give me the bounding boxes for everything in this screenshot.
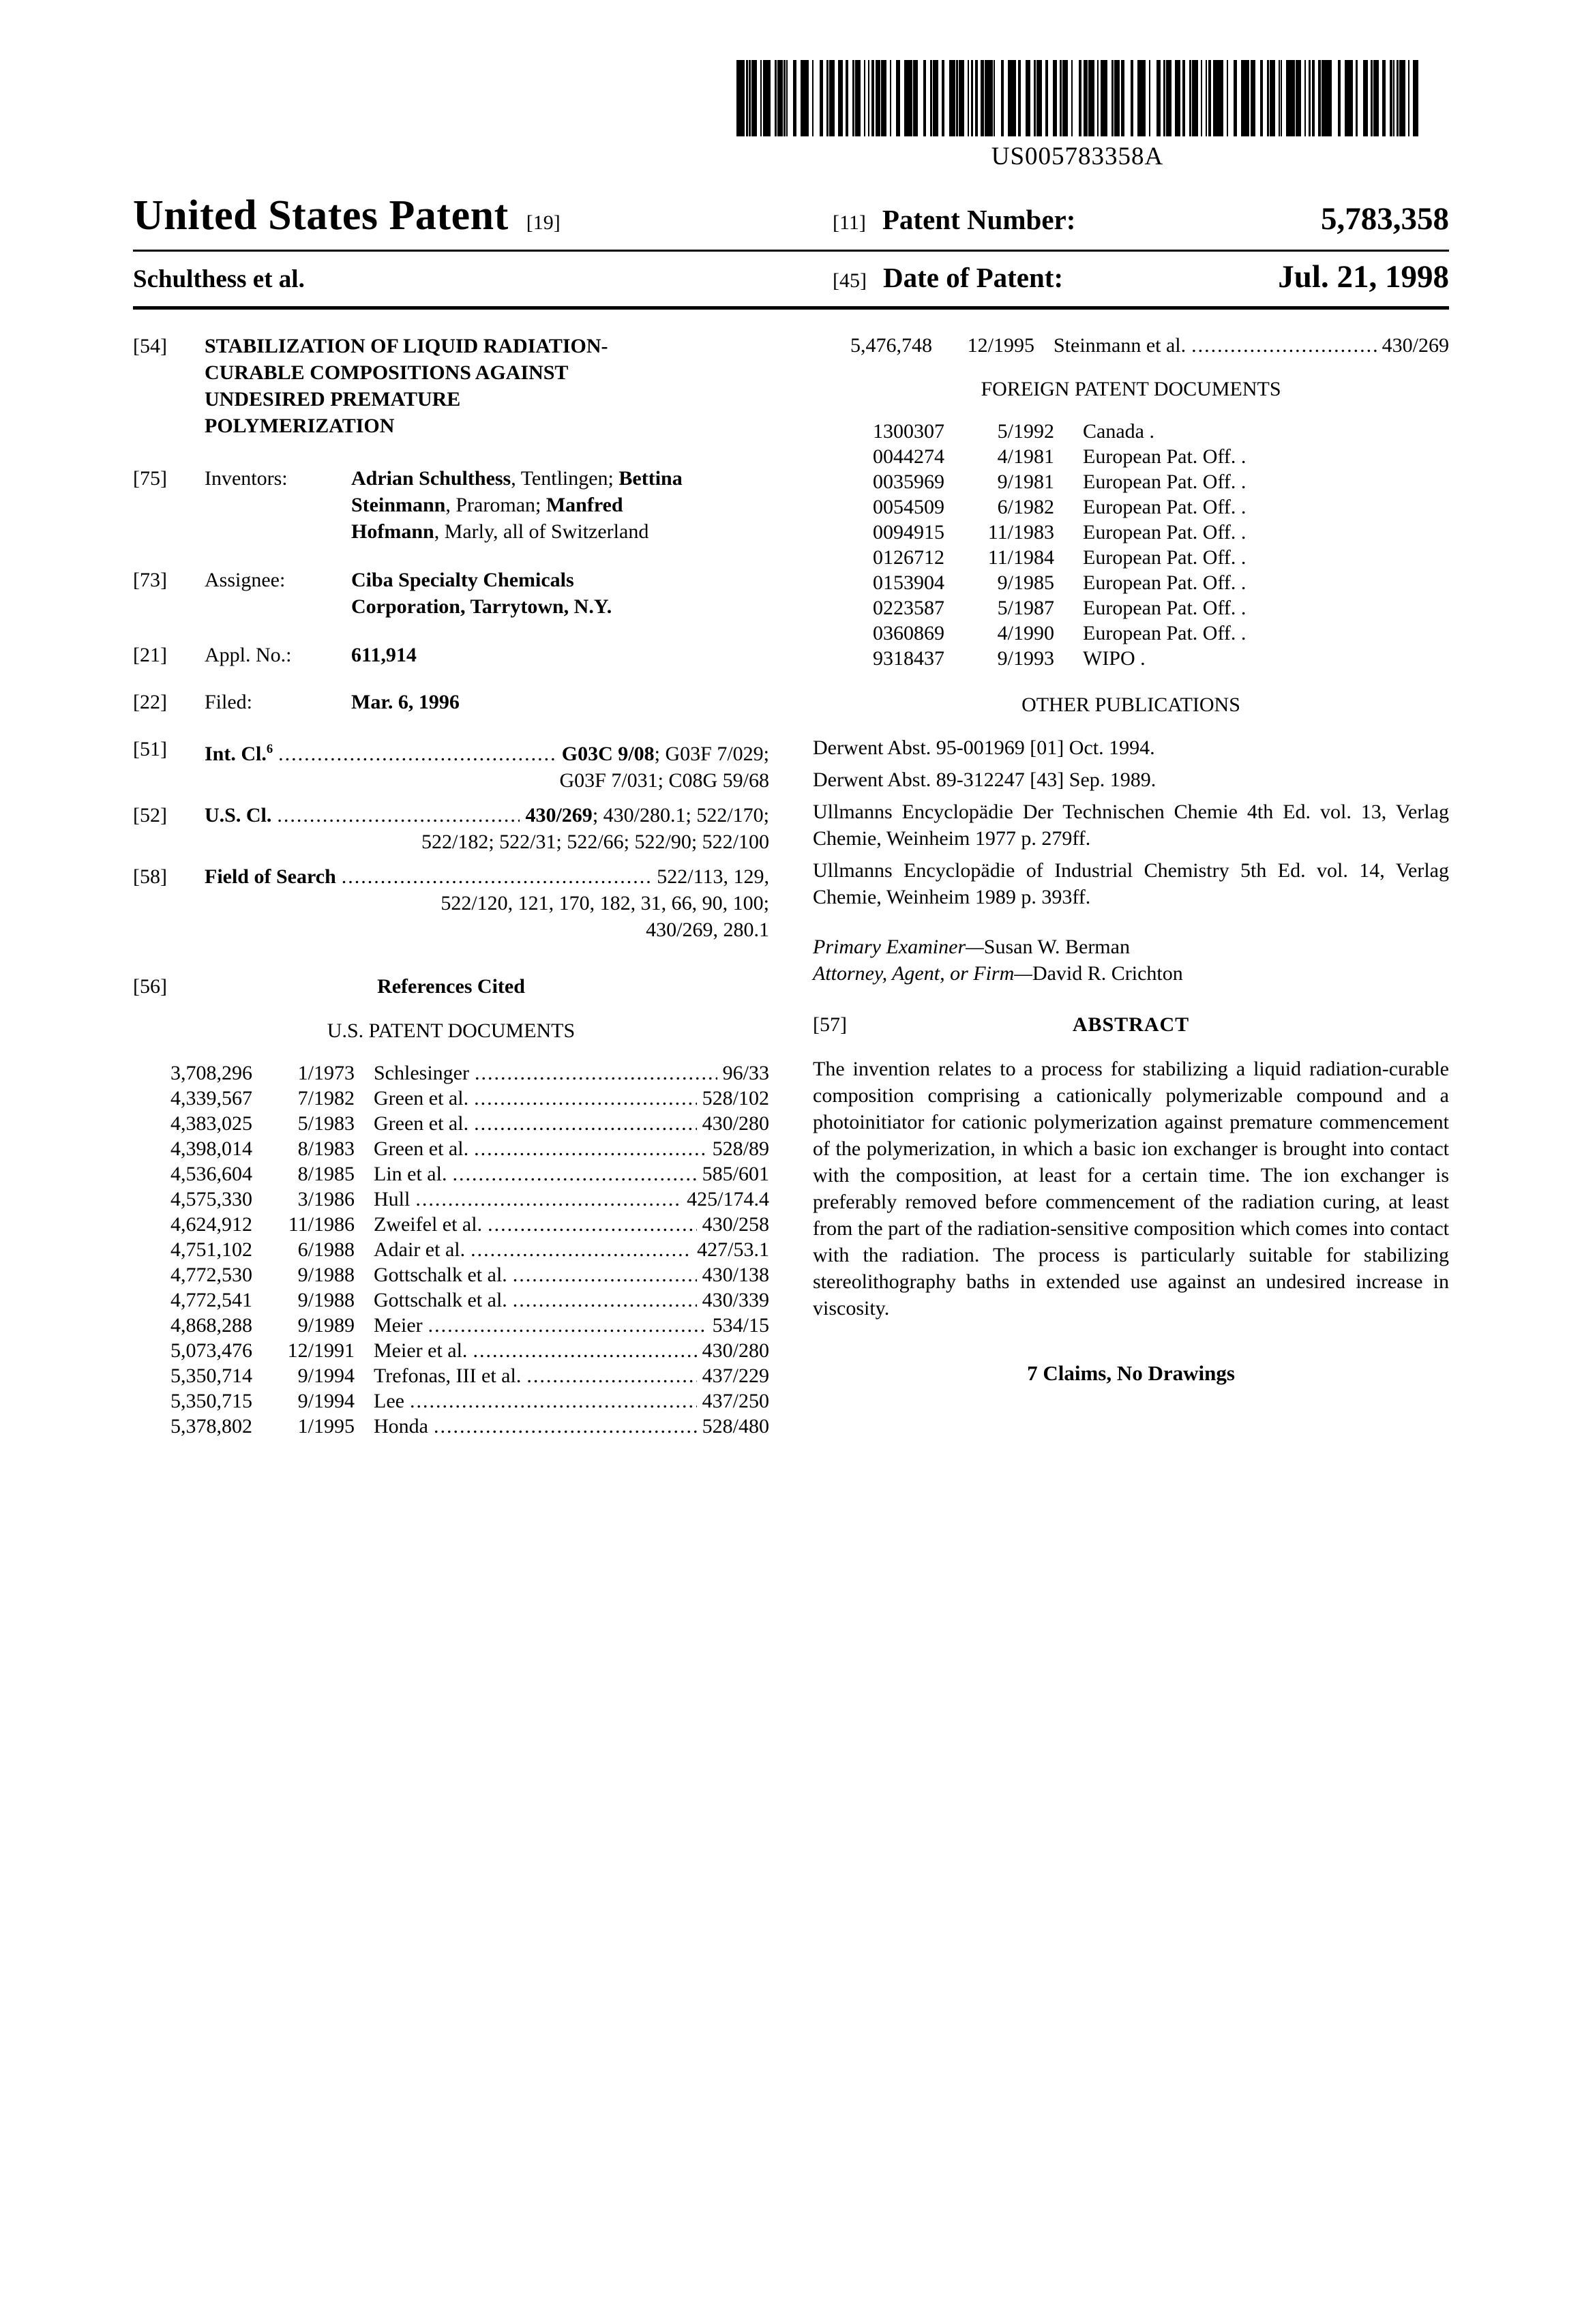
citation-name: Zweifel et al. xyxy=(374,1213,483,1236)
foreign-date: 9/1993 xyxy=(997,647,1054,670)
publication-item: Ullmanns Encyclopädie Der Technischen Chemie 4th Ed. vol. 13, Verlag Chemie, Weinheim 1977 p. 279ff. xyxy=(813,801,1449,850)
kind-code-tag: [19] xyxy=(526,211,561,234)
dot-leader xyxy=(513,1287,697,1313)
us-patent-citation xyxy=(133,1287,769,1313)
citation-date: 9/1988 xyxy=(297,1264,355,1286)
foreign-number: 0360869 xyxy=(873,622,944,644)
citation-number: 4,772,541 xyxy=(170,1289,252,1311)
citation-class: 430/269 xyxy=(1382,334,1449,357)
foreign-date: 5/1992 xyxy=(997,420,1054,443)
attorney-name: David R. Crichton xyxy=(1032,962,1183,985)
citation-name: Trefonas, III et al. xyxy=(374,1365,522,1387)
invention-title-line: UNDESIRED PREMATURE xyxy=(205,388,461,411)
citation-class: 430/258 xyxy=(702,1213,769,1236)
citation-class: 437/250 xyxy=(702,1390,769,1412)
citation-class: 528/102 xyxy=(702,1087,769,1109)
foreign-date: 9/1981 xyxy=(997,471,1054,493)
citation-number: 4,339,567 xyxy=(170,1087,252,1109)
int-cl-label: Int. Cl.$^6$ xyxy=(205,742,273,765)
dot-leader xyxy=(342,863,652,890)
foreign-patent-documents-heading: FOREIGN PATENT DOCUMENTS xyxy=(981,378,1281,400)
invention-title xyxy=(205,333,608,439)
inventors-line: Hofmann, Marly, all of Switzerland xyxy=(351,520,649,543)
int-cl-first-line xyxy=(205,736,769,767)
foreign-citation xyxy=(813,419,1449,444)
references-cited-heading xyxy=(133,973,769,1000)
foreign-country: European Pat. Off. . xyxy=(1083,597,1247,619)
us-patent-citation xyxy=(133,1363,769,1388)
us-cl-first-line xyxy=(205,802,769,829)
page-title: United States Patent xyxy=(133,192,509,239)
us-cl-value: 430/269; 430/280.1; 522/170; xyxy=(525,804,769,826)
dot-leader xyxy=(428,1313,707,1338)
foreign-date: 9/1985 xyxy=(997,571,1054,594)
citation-date: 9/1994 xyxy=(297,1390,355,1412)
citation-number: 5,476,748 xyxy=(850,334,932,357)
citation-date: 5/1983 xyxy=(297,1112,355,1135)
field-of-search-body xyxy=(205,863,769,943)
citation-name: Gottschalk et al. xyxy=(374,1264,507,1286)
citation-number: 5,350,714 xyxy=(170,1365,252,1387)
foreign-citation xyxy=(813,646,1449,671)
us-patent-citation xyxy=(133,1161,769,1187)
foreign-date: 5/1987 xyxy=(997,597,1054,619)
foreign-country: European Pat. Off. . xyxy=(1083,471,1247,493)
foreign-date: 6/1982 xyxy=(997,496,1054,518)
dot-leader xyxy=(278,741,556,767)
appl-no-label: Appl. No.: xyxy=(205,644,292,666)
date-tag: [45] xyxy=(833,269,867,292)
dot-leader xyxy=(471,1237,691,1262)
right-column xyxy=(813,333,1449,1439)
foreign-number: 0223587 xyxy=(873,597,944,619)
citation-name: Gottschalk et al. xyxy=(374,1289,507,1311)
int-cl-section xyxy=(133,736,769,794)
citation-number: 4,398,014 xyxy=(170,1137,252,1160)
foreign-country: Canada . xyxy=(1083,420,1154,443)
citation-number: 4,536,604 xyxy=(170,1163,252,1185)
field-of-search-label: Field of Search xyxy=(205,865,336,888)
int-cl-value: G03C 9/08; G03F 7/029; xyxy=(561,743,769,765)
examiner-block xyxy=(813,934,1449,987)
foreign-citation xyxy=(813,570,1449,595)
invention-title-line: STABILIZATION OF LIQUID RADIATION- xyxy=(205,335,608,357)
foreign-citation xyxy=(813,595,1449,621)
citation-date: 8/1983 xyxy=(297,1137,355,1160)
us-patent-citation xyxy=(133,1262,769,1287)
us-cl-section xyxy=(133,802,769,855)
field-of-search-value: 522/113, 129, xyxy=(657,865,769,888)
citation-date: 12/1991 xyxy=(287,1339,355,1362)
publication-item: Ullmanns Encyclopädie of Industrial Chemistry 5th Ed. vol. 14, Verlag Chemie, Weinheim 1989 p. 393ff. xyxy=(813,859,1449,908)
dot-leader xyxy=(474,1111,697,1136)
us-patent-citation xyxy=(133,1414,769,1439)
field-tag-54: [54] xyxy=(133,335,167,357)
citation-name: Green et al. xyxy=(374,1112,469,1135)
publication-item: Derwent Abst. 95-001969 [01] Oct. 1994. xyxy=(813,736,1155,759)
inventors-line: Adrian Schulthess, Tentlingen; Bettina xyxy=(351,467,683,490)
foreign-citation xyxy=(813,494,1449,520)
claims-drawings-note: 7 Claims, No Drawings xyxy=(1027,1361,1235,1385)
primary-examiner-line xyxy=(813,934,1449,960)
citation-number: 5,378,802 xyxy=(170,1415,252,1437)
foreign-date: 4/1981 xyxy=(997,445,1054,468)
field-of-search-section xyxy=(133,863,769,943)
citation-class: 430/280 xyxy=(702,1339,769,1362)
patent-number-label: Patent Number: xyxy=(882,204,1076,235)
attorney-label: Attorney, Agent, or Firm— xyxy=(813,962,1032,985)
us-cl-body xyxy=(205,802,769,855)
foreign-date: 11/1983 xyxy=(987,521,1054,543)
us-patent-citation xyxy=(133,1212,769,1237)
dot-leader xyxy=(513,1262,697,1287)
foreign-country: European Pat. Off. . xyxy=(1083,445,1247,468)
foreign-number: 0054509 xyxy=(873,496,944,518)
citation-name: Honda xyxy=(374,1415,428,1437)
header xyxy=(133,192,1449,310)
citation-date: 7/1982 xyxy=(297,1087,355,1109)
field-of-search-line: 430/269, 280.1 xyxy=(646,919,769,941)
us-patent-documents-heading: U.S. PATENT DOCUMENTS xyxy=(327,1019,576,1042)
citation-name: Steinmann et al. xyxy=(1054,334,1186,357)
left-column xyxy=(133,333,769,1439)
dot-leader xyxy=(488,1212,697,1237)
int-cl-body xyxy=(205,736,769,794)
dot-leader xyxy=(473,1338,696,1363)
references-cited-title: References Cited xyxy=(377,975,525,998)
citation-date: 8/1985 xyxy=(297,1163,355,1185)
citation-name: Schlesinger xyxy=(374,1062,469,1084)
citation-name: Lin et al. xyxy=(374,1163,447,1185)
citation-number: 5,350,715 xyxy=(170,1390,252,1412)
patent-masthead xyxy=(133,192,570,240)
primary-examiner-name: Susan W. Berman xyxy=(983,936,1130,958)
foreign-number: 1300307 xyxy=(873,420,944,443)
citation-number: 4,383,025 xyxy=(170,1112,252,1135)
foreign-citation xyxy=(813,469,1449,494)
citation-date: 9/1988 xyxy=(297,1289,355,1311)
dot-leader xyxy=(410,1388,697,1414)
dot-leader xyxy=(474,1136,707,1161)
filed-label: Filed: xyxy=(205,691,253,713)
assignee-label: Assignee: xyxy=(205,569,286,591)
citation-number: 3,708,296 xyxy=(170,1062,252,1084)
citation-number: 4,751,102 xyxy=(170,1238,252,1261)
citation-class: 528/89 xyxy=(712,1137,769,1160)
invention-title-line: POLYMERIZATION xyxy=(205,415,395,437)
foreign-date: 11/1984 xyxy=(987,546,1054,569)
foreign-country: European Pat. Off. . xyxy=(1083,521,1247,543)
abstract-heading xyxy=(813,1011,1449,1038)
citation-date: 9/1989 xyxy=(297,1314,355,1337)
citation-class: 430/280 xyxy=(702,1112,769,1135)
field-tag-56: [56] xyxy=(133,975,167,998)
us-patent-citation xyxy=(813,333,1449,358)
field-tag-51: [51] xyxy=(133,738,167,760)
citation-class: 430/138 xyxy=(702,1264,769,1286)
assignee-line: Ciba Specialty Chemicals xyxy=(351,569,574,591)
field-tag-52: [52] xyxy=(133,804,167,826)
dot-leader xyxy=(415,1187,681,1212)
foreign-country: European Pat. Off. . xyxy=(1083,622,1247,644)
dot-leader xyxy=(474,1086,697,1111)
other-publications-heading: OTHER PUBLICATIONS xyxy=(1021,694,1240,716)
assignee-text xyxy=(351,567,769,620)
citation-class: 425/174.4 xyxy=(687,1188,769,1210)
barcode xyxy=(736,60,1418,171)
foreign-number: 0044274 xyxy=(873,445,944,468)
filed-date-section xyxy=(133,689,769,715)
date-label: Date of Patent: xyxy=(882,262,1064,293)
other-publications-list xyxy=(813,734,1449,910)
citation-name: Hull xyxy=(374,1188,411,1210)
us-patent-citation xyxy=(133,1060,769,1086)
dot-leader xyxy=(1191,333,1377,358)
barcode-number: US005783358A xyxy=(991,143,1164,170)
field-tag-57: [57] xyxy=(813,1013,847,1036)
citation-date: 1/1973 xyxy=(297,1062,355,1084)
citation-date: 9/1994 xyxy=(297,1365,355,1387)
citation-date: 1/1995 xyxy=(297,1415,355,1437)
header-divider-thin xyxy=(133,250,1449,252)
foreign-number: 0094915 xyxy=(873,521,944,543)
citation-number: 4,868,288 xyxy=(170,1314,252,1337)
field-tag-75: [75] xyxy=(133,467,167,490)
patent-number-tag: [11] xyxy=(833,211,866,234)
int-cl-line: G03F 7/031; C08G 59/68 xyxy=(559,769,769,792)
filed-value: Mar. 6, 1996 xyxy=(351,691,460,713)
foreign-citation xyxy=(813,621,1449,646)
inventors-line: Steinmann, Praroman; Manfred xyxy=(351,494,623,516)
citation-class: 430/339 xyxy=(702,1289,769,1311)
field-of-search-first-line xyxy=(205,863,769,890)
citation-date: 6/1988 xyxy=(297,1238,355,1261)
us-patent-citation xyxy=(133,1388,769,1414)
date-value: Jul. 21, 1998 xyxy=(1278,259,1449,295)
citation-class: 585/601 xyxy=(702,1163,769,1185)
bibliographic-body xyxy=(133,333,1449,1439)
foreign-patent-list xyxy=(813,419,1449,671)
foreign-citation xyxy=(813,520,1449,545)
citation-number: 5,073,476 xyxy=(170,1339,252,1362)
citation-class: 534/15 xyxy=(712,1314,769,1337)
publication-item: Derwent Abst. 89-312247 [43] Sep. 1989. xyxy=(813,769,1156,791)
field-of-search-line: 522/120, 121, 170, 182, 31, 66, 90, 100; xyxy=(441,892,769,914)
dot-leader xyxy=(526,1363,696,1388)
header-divider-thick xyxy=(133,306,1449,310)
foreign-country: WIPO . xyxy=(1083,647,1146,670)
foreign-citation xyxy=(813,545,1449,570)
field-tag-58: [58] xyxy=(133,865,167,888)
field-tag-21: [21] xyxy=(133,644,167,666)
dot-leader xyxy=(277,802,520,829)
us-patent-citation xyxy=(133,1338,769,1363)
citation-date: 12/1995 xyxy=(967,334,1034,357)
us-cl-line: 522/182; 522/31; 522/66; 522/90; 522/100 xyxy=(421,831,769,853)
header-row-2 xyxy=(133,258,1449,295)
citation-class: 427/53.1 xyxy=(697,1238,769,1261)
us-patent-citation xyxy=(133,1237,769,1262)
assignee-section xyxy=(133,567,769,620)
primary-examiner-label: Primary Examiner— xyxy=(813,936,984,958)
dot-leader xyxy=(452,1161,696,1187)
patent-number-block xyxy=(815,200,1449,237)
us-patent-citation xyxy=(133,1086,769,1111)
dot-leader xyxy=(475,1060,717,1086)
us-patent-citation xyxy=(133,1313,769,1338)
foreign-country: European Pat. Off. . xyxy=(1083,546,1247,569)
inventors-label: Inventors: xyxy=(205,467,288,490)
us-patent-list xyxy=(133,1060,769,1439)
foreign-citation xyxy=(813,444,1449,469)
citation-name: Lee xyxy=(374,1390,404,1412)
citation-name: Green et al. xyxy=(374,1137,469,1160)
abstract-title: ABSTRACT xyxy=(1072,1013,1190,1036)
foreign-number: 0126712 xyxy=(873,546,944,569)
us-patent-citation xyxy=(133,1187,769,1212)
citation-name: Meier xyxy=(374,1314,423,1337)
citation-number: 4,772,530 xyxy=(170,1264,252,1286)
attorney-line xyxy=(813,960,1449,987)
us-patent-citation xyxy=(133,1136,769,1161)
assignee-line: Corporation, Tarrytown, N.Y. xyxy=(351,595,612,618)
barcode-image xyxy=(736,60,1418,136)
us-patent-list-continued xyxy=(813,333,1449,358)
citation-name: Green et al. xyxy=(374,1087,469,1109)
foreign-number: 9318437 xyxy=(873,647,944,670)
foreign-country: European Pat. Off. . xyxy=(1083,496,1247,518)
invention-title-section xyxy=(133,333,769,439)
citation-date: 3/1986 xyxy=(297,1188,355,1210)
foreign-number: 0153904 xyxy=(873,571,944,594)
abstract-text: The invention relates to a process for stabilizing a liquid radiation-curable composition comprising a cationically polymerizable compound and a photoinitiator for cationic polymerization against premature commencement of the polymerization, in which a basic ion exchanger is brought into contact with the composition, at least for a certain time. The ion exchanger is preferably removed before commencement of the radiation curing, at least from the part of the radiation-sensitive composition which comes into contact with the radiation. The process is particularly suitable for stabilizing stereolithography baths in extended use against an undesired increase in viscosity. xyxy=(813,1058,1449,1320)
foreign-number: 0035969 xyxy=(873,471,944,493)
us-cl-label: U.S. Cl. xyxy=(205,804,272,826)
inventor-surname: Schulthess et al. xyxy=(133,265,305,293)
inventors-text xyxy=(351,465,769,545)
citation-name: Adair et al. xyxy=(374,1238,466,1261)
citation-date: 11/1986 xyxy=(288,1213,355,1236)
citation-class: 437/229 xyxy=(702,1365,769,1387)
invention-title-line: CURABLE COMPOSITIONS AGAINST xyxy=(205,361,569,384)
appl-no-value: 611,914 xyxy=(351,644,417,666)
field-tag-73: [73] xyxy=(133,569,167,591)
application-number-section xyxy=(133,642,769,668)
citation-number: 4,624,912 xyxy=(170,1213,252,1236)
citation-name: Meier et al. xyxy=(374,1339,468,1362)
patent-number-value: 5,783,358 xyxy=(1321,201,1449,237)
foreign-country: European Pat. Off. . xyxy=(1083,571,1247,594)
citation-number: 4,575,330 xyxy=(170,1188,252,1210)
dot-leader xyxy=(434,1414,697,1439)
foreign-date: 4/1990 xyxy=(997,622,1054,644)
citation-class: 528/480 xyxy=(702,1415,769,1437)
header-row-1 xyxy=(133,192,1449,240)
date-of-patent-block xyxy=(815,258,1449,295)
field-tag-22: [22] xyxy=(133,691,167,713)
inventors-section xyxy=(133,465,769,545)
citation-class: 96/33 xyxy=(722,1062,769,1084)
us-patent-citation xyxy=(133,1111,769,1136)
